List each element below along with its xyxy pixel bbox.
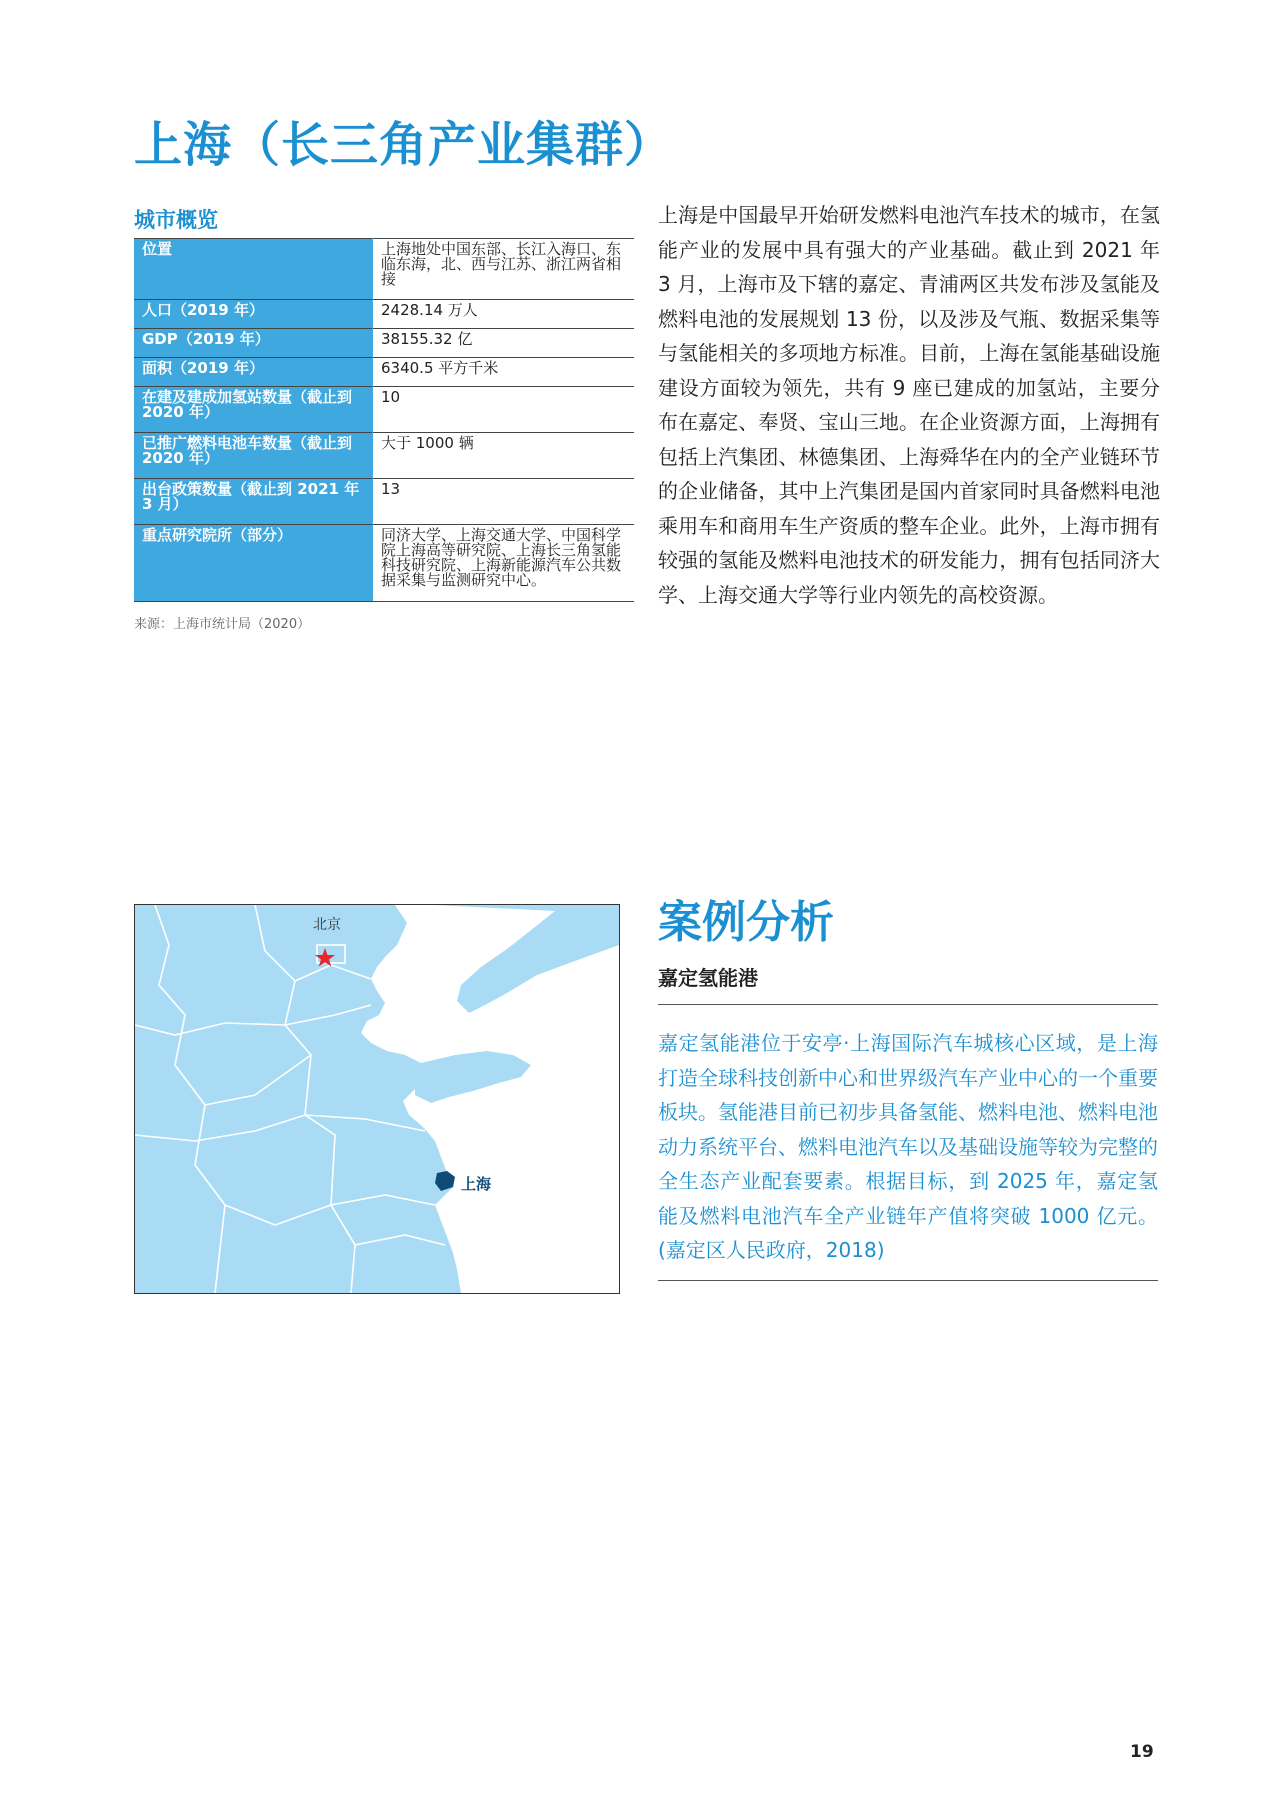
case-study-title: 案例分析 — [658, 897, 834, 948]
case-study-text: 嘉定氢能港位于安亭·上海国际汽车城核心区域，是上海打造全球科技创新中心和世界级汽车产业中心的一个重要板块。氢能港目前已初步具备氢能、燃料电池、燃料电池动力系统平台、燃料电池汽车以及基础设施等较为完整的全生态产业配套要素。根据目标，到 2025 年，嘉定氢能及燃料电池汽车全产业链年产值将突破 1000 亿元。(嘉定区人民政府，2018) — [658, 1031, 1158, 1262]
table-row — [134, 433, 634, 479]
map-label-shanghai: 上海 — [461, 1175, 492, 1193]
row-key-location: 位置 — [134, 239, 373, 300]
row-key-policies: 出台政策数量（截止到 2021 年 3 月） — [134, 479, 373, 525]
case-divider-bottom — [658, 1280, 1158, 1281]
table-row — [134, 387, 634, 433]
case-divider-top — [658, 1004, 1158, 1005]
case-study-subtitle: 嘉定氢能港 — [658, 966, 758, 990]
table-row — [134, 525, 634, 602]
table-row — [134, 329, 634, 358]
row-value-population: 2428.14 万人 — [373, 300, 635, 329]
city-overview-table — [134, 238, 634, 602]
row-key-stations: 在建及建成加氢站数量（截止到 2020 年） — [134, 387, 373, 433]
row-value-institutes: 同济大学、上海交通大学、中国科学院上海高等研究院、上海长三角氢能科技研究院、上海新能源汽车公共数据采集与监测研究中心。 — [373, 525, 635, 602]
location-map — [134, 904, 620, 1294]
table-source-note: 来源：上海市统计局（2020） — [134, 617, 311, 632]
row-value-area: 6340.5 平方千米 — [373, 358, 635, 387]
row-value-policies: 13 — [373, 479, 635, 525]
map-svg — [135, 905, 619, 1293]
intro-paragraph: 上海是中国最早开始研发燃料电池汽车技术的城市，在氢能产业的发展中具有强大的产业基础。截止到 2021 年 3 月，上海市及下辖的嘉定、青浦两区共发布涉及氢能及燃料电池的发展规划 13 份，以及涉及气瓶、数据采集等与氢能相关的多项地方标准。目前，上海在氢能基础设施建设方面较为领先，共有 9 座已建成的加氢站，主要分布在嘉定、奉贤、宝山三地。在企业资源方面，上海拥有包括上汽集团、林德集团、上海舜华在内的全产业链环节的企业储备，其中上汽集团是国内首家同时具备燃料电池乘用车和商用车生产资质的整车企业。此外，上海市拥有较强的氢能及燃料电池技术的研发能力，拥有包括同济大学、上海交通大学等行业内领先的高校资源。 — [658, 203, 1160, 607]
table-row — [134, 479, 634, 525]
row-value-location: 上海地处中国东部、长江入海口、东临东海，北、西与江苏、浙江两省相接 — [373, 239, 635, 300]
row-key-area: 面积（2019 年） — [134, 358, 373, 387]
table-row — [134, 300, 634, 329]
page-title: 上海（长三角产业集群） — [134, 117, 674, 173]
overview-title: 城市概览 — [134, 208, 218, 232]
row-value-gdp: 38155.32 亿 — [373, 329, 635, 358]
page-number: 19 — [1130, 1742, 1154, 1762]
map-label-beijing: 北京 — [313, 917, 341, 933]
row-value-stations: 10 — [373, 387, 635, 433]
table-row — [134, 358, 634, 387]
row-key-institutes: 重点研究院所（部分） — [134, 525, 373, 602]
row-key-population: 人口（2019 年） — [134, 300, 373, 329]
table-row — [134, 239, 634, 300]
row-key-vehicles: 已推广燃料电池车数量（截止到 2020 年） — [134, 433, 373, 479]
row-value-vehicles: 大于 1000 辆 — [373, 433, 635, 479]
row-key-gdp: GDP（2019 年） — [134, 329, 373, 358]
